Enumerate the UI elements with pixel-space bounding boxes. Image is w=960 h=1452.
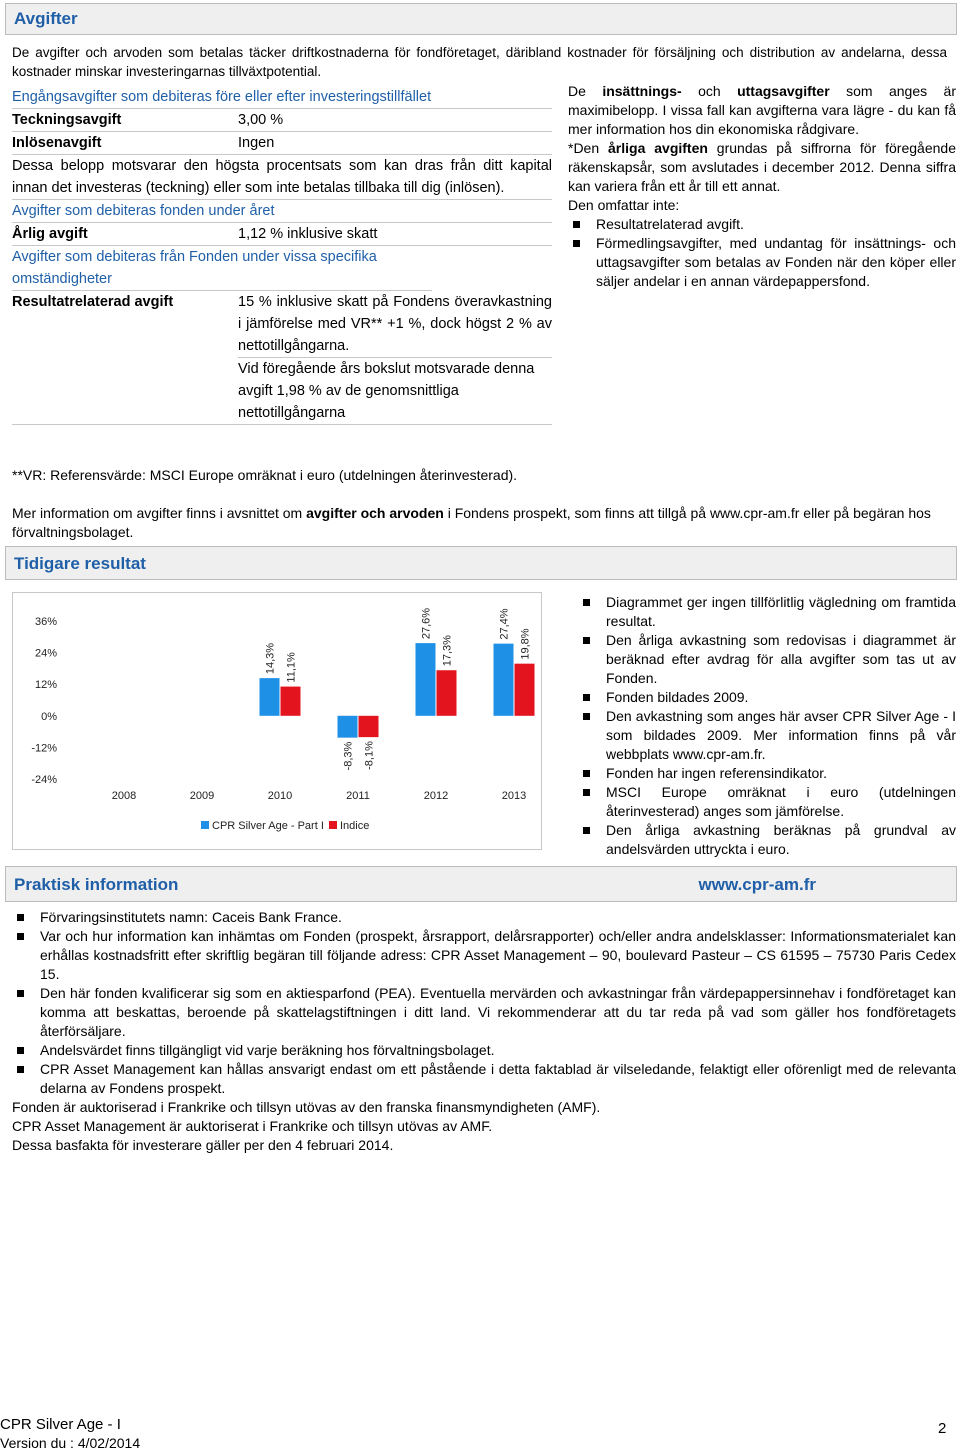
bar-value-label: -8,3%	[342, 741, 355, 771]
practical-website-link[interactable]: www.cpr-am.fr	[698, 875, 816, 894]
y-tick-label: 0%	[41, 710, 57, 723]
bar	[281, 687, 301, 716]
bar-value-label: 27,6%	[420, 607, 433, 640]
excludes-label: Den omfattar inte:	[568, 197, 680, 213]
x-tick-label: 2010	[267, 790, 293, 802]
performance-chart	[13, 593, 541, 849]
subscription-fee-row	[12, 109, 552, 132]
bar	[437, 670, 457, 716]
y-tick-label: 12%	[34, 679, 57, 692]
closing-line: Dessa basfakta för investerare gäller per den 4 februari 2014.	[12, 1137, 394, 1153]
legend-label: Indice	[340, 820, 370, 832]
fees-intro: De avgifter och arvoden som betalas täcker driftkostnaderna för fondföretaget, däribland kostnader för försäljning och distribution av andelarna, dessa kostnader minskar investeringarnas tillväxtpotential.	[12, 45, 947, 79]
list-item: Resultatrelaterad avgift.	[568, 215, 956, 234]
section-header-practical	[5, 866, 957, 902]
list-item: Förvaringsinstitutets namn: Caceis Bank France.	[12, 908, 956, 927]
list-item: Fonden bildades 2009.	[578, 688, 956, 707]
more-info-part-2: i Fondens prospekt, som finns att tillgå på www.cpr-am.fr eller på begäran hos förvaltningsbolaget.	[12, 505, 931, 540]
past-notes-list	[578, 593, 956, 859]
redemption-fee-value: Ingen	[238, 135, 275, 151]
x-tick-label: 2008	[111, 790, 137, 802]
legend-swatch	[201, 821, 209, 829]
section-header-past-performance	[5, 546, 957, 580]
bar-value-label: 19,8%	[519, 628, 532, 660]
y-tick-label: 24%	[34, 647, 57, 660]
x-tick-label: 2013	[501, 790, 527, 802]
bar-value-label: 11,1%	[285, 652, 298, 683]
entry-exit-note	[568, 82, 956, 139]
list-item: CPR Asset Management kan hållas ansvarigt endast om ett påstående i detta faktablad är vilseledande, felaktigt eller oförenligt med de relevanta delarna av Fondens prospekt.	[12, 1060, 956, 1098]
list-item: Diagrammet ger ingen tillförlitlig vägledning om framtida resultat.	[578, 593, 956, 631]
fees-table	[12, 86, 552, 425]
more-info-text	[12, 504, 952, 542]
annual-fees-header: Avgifter som debiteras fonden under året	[12, 200, 552, 223]
practical-info	[12, 908, 956, 1155]
past-notes	[578, 593, 956, 859]
list-item: Fonden har ingen referensindikator.	[578, 764, 956, 783]
bar	[416, 643, 436, 716]
redemption-fee-label: Inlösenavgift	[12, 135, 102, 151]
bar	[338, 716, 358, 738]
bar-value-label: 14,3%	[264, 642, 277, 675]
subscription-fee-label: Teckningsavgift	[12, 112, 122, 128]
x-tick-label: 2012	[423, 790, 449, 802]
entry-exit-note-a: De	[568, 83, 603, 99]
annual-fee-label: Årlig avgift	[12, 226, 88, 242]
list-item: Var och hur information kan inhämtas om Fonden (prospekt, årsrapport, delårsrapporter) och/eller andra andelsklasser: Informationsmaterialet kan erhållas kostnadsfritt efter skriftlig begäran till följande adress: CPR Asset Management – 90, boulevard Pasteur – CS 61595 – 75730 Paris Cedex 15.	[12, 927, 956, 984]
max-amount-note: Dessa belopp motsvarar den högsta procentsats som kan dras från ditt kapital innan det investeras (teckning) eller som inte betalas tillbaka till dig (inlösen).	[12, 155, 552, 200]
entry-exit-note-b: insättnings-	[602, 83, 682, 99]
past-performance-title: Tidigare resultat	[14, 554, 146, 573]
footer-fund-name: CPR Silver Age - I	[0, 1416, 121, 1433]
closing-line: CPR Asset Management är auktoriserat i Frankrike och tillsyn utövas av AMF.	[12, 1118, 493, 1134]
list-item: Förmedlingsavgifter, med undantag för insättnings- och uttagsavgifter som betalas av Fonden när den köper eller säljer andelar i en annan värdepappersfond.	[568, 234, 956, 291]
list-item: Andelsvärdet finns tillgängligt vid varje beräkning hos förvaltningsbolaget.	[12, 1041, 956, 1060]
redemption-fee-row	[12, 132, 552, 155]
footer-version: Version du : 4/02/2014	[0, 1435, 141, 1451]
entry-exit-note-e: som anges är maximibelopp. I vissa fall kan avgifterna vara lägre - du kan få mer information hos din ekonomiska rådgivare.	[568, 83, 956, 137]
bar-value-label: 27,4%	[498, 608, 511, 640]
y-tick-label: -12%	[31, 742, 57, 755]
bar-value-label: -8,1%	[363, 741, 376, 770]
x-tick-label: 2009	[189, 790, 215, 802]
performance-fee-value-2: Vid föregående års bokslut motsvarade denna avgift 1,98 % av de genomsnittliga nettotillgångarna	[238, 361, 535, 421]
more-info-part-1: Mer information om avgifter finns i avsnittet om	[12, 505, 307, 521]
performance-fee-values	[238, 291, 552, 424]
list-item: Den årliga avkastning beräknas på grundval av andelsvärden uttryckta i euro.	[578, 821, 956, 859]
bar-value-label: 17,3%	[441, 635, 454, 667]
bar	[359, 716, 379, 737]
excludes-list	[568, 215, 956, 291]
more-info-bold: avgifter och arvoden	[306, 505, 444, 521]
entry-exit-note-d: uttagsavgifter	[737, 83, 830, 99]
fees-title: Avgifter	[14, 9, 78, 28]
list-item: Den årliga avkastning som redovisas i diagrammet är beräknad efter avdrag för alla avgifter som tas ut av Fonden.	[578, 631, 956, 688]
bar	[260, 678, 280, 716]
y-tick-label: -24%	[31, 774, 57, 786]
annual-fee-note-b: årliga avgiften	[608, 140, 708, 156]
practical-title: Praktisk information	[14, 875, 179, 894]
annual-fee-note-a: *Den	[568, 140, 609, 156]
section-header-fees	[5, 3, 957, 35]
specific-fees-header: Avgifter som debiteras från Fonden under vissa specifika omständigheter	[12, 246, 432, 291]
practical-list	[12, 908, 956, 1098]
closing-line: Fonden är auktoriserad i Frankrike och tillsyn utövas av den franska finansmyndigheten (AMF).	[12, 1099, 601, 1115]
x-tick-label: 2011	[346, 790, 370, 802]
legend-swatch	[329, 821, 337, 829]
legend-label: CPR Silver Age - Part I	[212, 820, 324, 832]
list-item: MSCI Europe omräknat i euro (utdelningen återinvesterad) anges som jämförelse.	[578, 783, 956, 821]
annual-fee-note-c: grundas på siffrorna för föregående räkenskapsår, som avslutades i december 2012. Denna siffra kan variera från ett år till ett annat.	[568, 140, 956, 194]
annual-fee-row	[12, 223, 552, 246]
one-time-fees-header: Engångsavgifter som debiteras före eller efter investeringstillfället	[12, 86, 552, 109]
entry-exit-note-c: och	[681, 83, 738, 99]
y-tick-label: 36%	[34, 616, 57, 628]
page-number: 2	[938, 1420, 947, 1437]
performance-fee-row	[12, 291, 552, 425]
list-item: Den avkastning som anges här avser CPR Silver Age - I som bildades 2009. Mer information finns på vår webbplats www.cpr-am.fr.	[578, 707, 956, 764]
chart-frame	[12, 592, 542, 850]
fees-right-column	[568, 82, 956, 291]
performance-fee-value-1: 15 % inklusive skatt på Fondens överavkastning i jämförelse med VR** +1 %, dock högst 2 % av nettotillgångarna.	[238, 291, 552, 358]
annual-fee-note	[568, 139, 956, 196]
performance-fee-label: Resultatrelaterad avgift	[12, 294, 174, 310]
list-item: Den här fonden kvalificerar sig som en aktiesparfond (PEA). Eventuella mervärden och avkastningar från värdepappersinnehav i fondföretaget kan komma att beskattas, beroende på skattelagstiftningen i ditt land. Vi rekommenderar att du tar reda på vad som gäller hos fondföretagets återförsäljare.	[12, 984, 956, 1041]
subscription-fee-value: 3,00 %	[238, 112, 284, 128]
bar	[494, 644, 514, 716]
bar	[515, 664, 535, 716]
annual-fee-value: 1,12 % inklusive skatt	[238, 226, 378, 242]
vr-note: **VR: Referensvärde: MSCI Europe omräknat i euro (utdelningen återinvesterad).	[12, 467, 518, 483]
footer-left	[0, 1416, 140, 1452]
